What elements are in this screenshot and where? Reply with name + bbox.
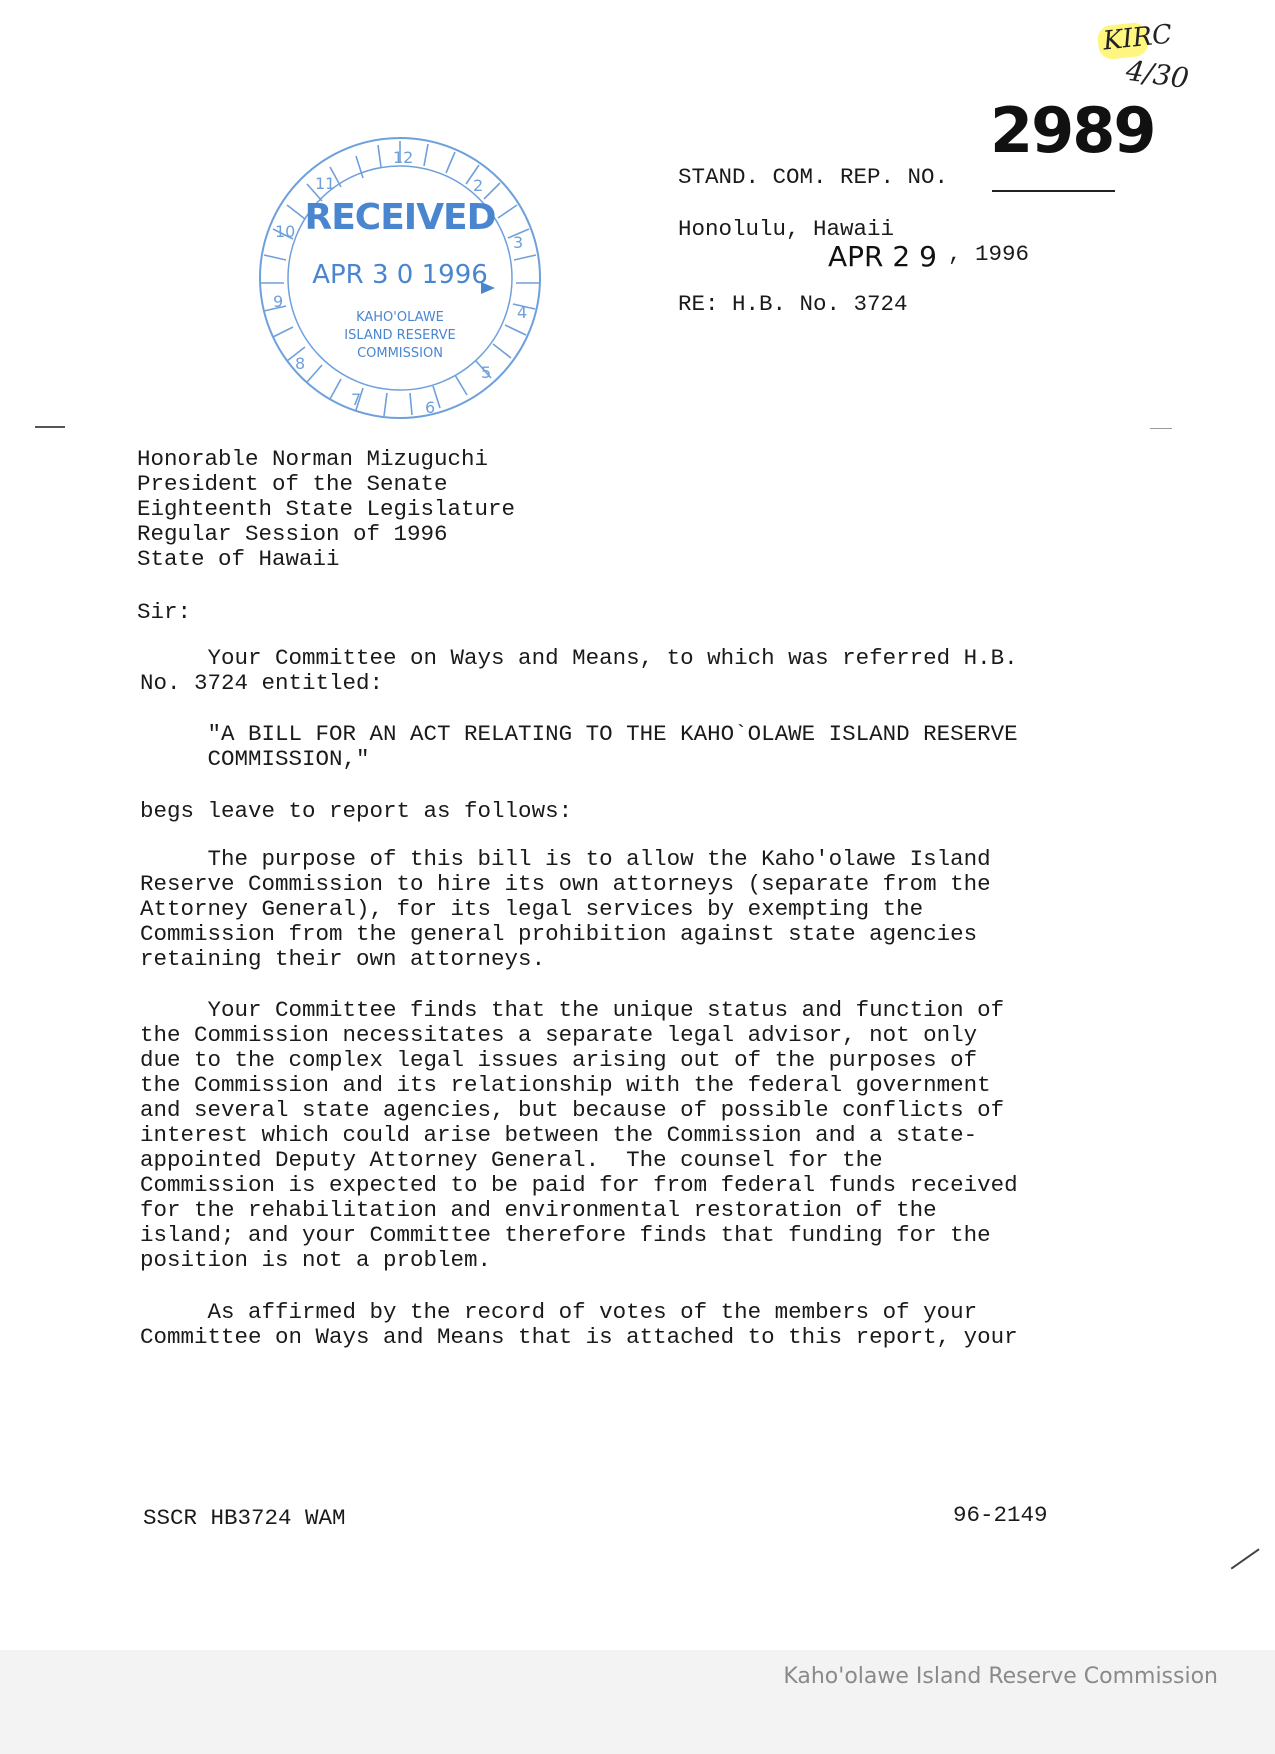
- footer-right-code: 96-2149: [953, 1502, 1048, 1528]
- stamp-received-label: RECEIVED: [304, 197, 496, 238]
- report-year: , 1996: [948, 241, 1030, 267]
- svg-text:12: 12: [393, 148, 414, 167]
- bill-title-line-2: COMMISSION,": [140, 746, 370, 772]
- svg-text:8: 8: [295, 354, 306, 373]
- pen-mark: [1231, 1548, 1260, 1569]
- svg-text:7: 7: [351, 390, 362, 409]
- paragraph-3-line-7: appointed Deputy Attorney General. The counsel for the: [140, 1147, 883, 1173]
- address-line-4: Regular Session of 1996: [137, 521, 448, 547]
- paragraph-3-line-8: Commission is expected to be paid for from federal funds received: [140, 1172, 1018, 1198]
- stamp-org-line-2: ISLAND RESERVE: [344, 328, 456, 343]
- paragraph-2-line-3: Attorney General), for its legal services by exempting the: [140, 896, 924, 922]
- archive-credit: Kaho'olawe Island Reserve Commission: [783, 1664, 1218, 1689]
- address-line-1: Honorable Norman Mizuguchi: [137, 446, 489, 472]
- report-number-underline: [992, 190, 1115, 192]
- stamp-org-line-1: KAHO'OLAWE: [356, 310, 444, 325]
- stamp-date: APR 3 0 1996: [312, 260, 488, 290]
- report-date-stamp: APR 2 9: [828, 240, 937, 273]
- paragraph-2-line-5: retaining their own attorneys.: [140, 946, 546, 972]
- svg-text:9: 9: [273, 292, 284, 311]
- stamp-org-line-3: COMMISSION: [357, 346, 443, 361]
- address-line-3: Eighteenth State Legislature: [137, 496, 516, 522]
- svg-text:11: 11: [315, 174, 336, 193]
- paragraph-4-line-2: Committee on Ways and Means that is attached to this report, your: [140, 1324, 1018, 1350]
- date-note-handwriting: 4/30: [1124, 53, 1191, 96]
- paragraph-3-line-1: Your Committee finds that the unique status and function of: [140, 997, 1005, 1023]
- paragraph-4-line-1: As affirmed by the record of votes of the members of your: [140, 1299, 978, 1325]
- paragraph-2-line-1: The purpose of this bill is to allow the Kaho'olawe Island: [140, 846, 991, 872]
- svg-text:2: 2: [473, 176, 484, 195]
- paragraph-2-line-2: Reserve Commission to hire its own attorneys (separate from the: [140, 871, 991, 897]
- report-number-label: STAND. COM. REP. NO.: [678, 164, 949, 190]
- svg-text:4: 4: [517, 303, 528, 322]
- scan-mark-left: [35, 426, 65, 428]
- svg-text:5: 5: [481, 363, 492, 382]
- salutation: Sir:: [137, 599, 192, 625]
- paragraph-1-line-2: No. 3724 entitled:: [140, 670, 384, 696]
- begs-leave-line: begs leave to report as follows:: [140, 798, 573, 824]
- svg-text:6: 6: [425, 398, 436, 417]
- paragraph-3-line-11: position is not a problem.: [140, 1247, 492, 1273]
- scan-mark-right: [1150, 428, 1172, 429]
- address-line-2: President of the Senate: [137, 471, 448, 497]
- paragraph-3-line-4: the Commission and its relationship with the federal government: [140, 1072, 991, 1098]
- re-line: RE: H.B. No. 3724: [678, 291, 908, 317]
- paragraph-3-line-9: for the rehabilitation and environmental restoration of the: [140, 1197, 937, 1223]
- paragraph-3-line-10: island; and your Committee therefore finds that funding for the: [140, 1222, 991, 1248]
- kirc-handwriting: KIRC: [1101, 19, 1174, 57]
- svg-text:3: 3: [513, 233, 524, 252]
- paragraph-3-line-3: due to the complex legal issues arising out of the purposes of: [140, 1047, 978, 1073]
- paragraph-2-line-4: Commission from the general prohibition against state agencies: [140, 921, 978, 947]
- paragraph-1-line-1: Your Committee on Ways and Means, to which was referred H.B.: [140, 645, 1018, 671]
- received-stamp: [255, 133, 545, 423]
- bill-title-line-1: "A BILL FOR AN ACT RELATING TO THE KAHO`OLAWE ISLAND RESERVE: [140, 721, 1018, 747]
- svg-text:10: 10: [275, 222, 296, 241]
- report-number-handwritten: 2989: [990, 94, 1155, 167]
- paragraph-3-line-5: and several state agencies, but because of possible conflicts of: [140, 1097, 1005, 1123]
- paragraph-3-line-2: the Commission necessitates a separate legal advisor, not only: [140, 1022, 978, 1048]
- address-line-5: State of Hawaii: [137, 546, 340, 572]
- paragraph-3-line-6: interest which could arise between the Commission and a state-: [140, 1122, 978, 1148]
- city-line: Honolulu, Hawaii: [678, 216, 895, 242]
- footer-left-code: SSCR HB3724 WAM: [143, 1505, 346, 1531]
